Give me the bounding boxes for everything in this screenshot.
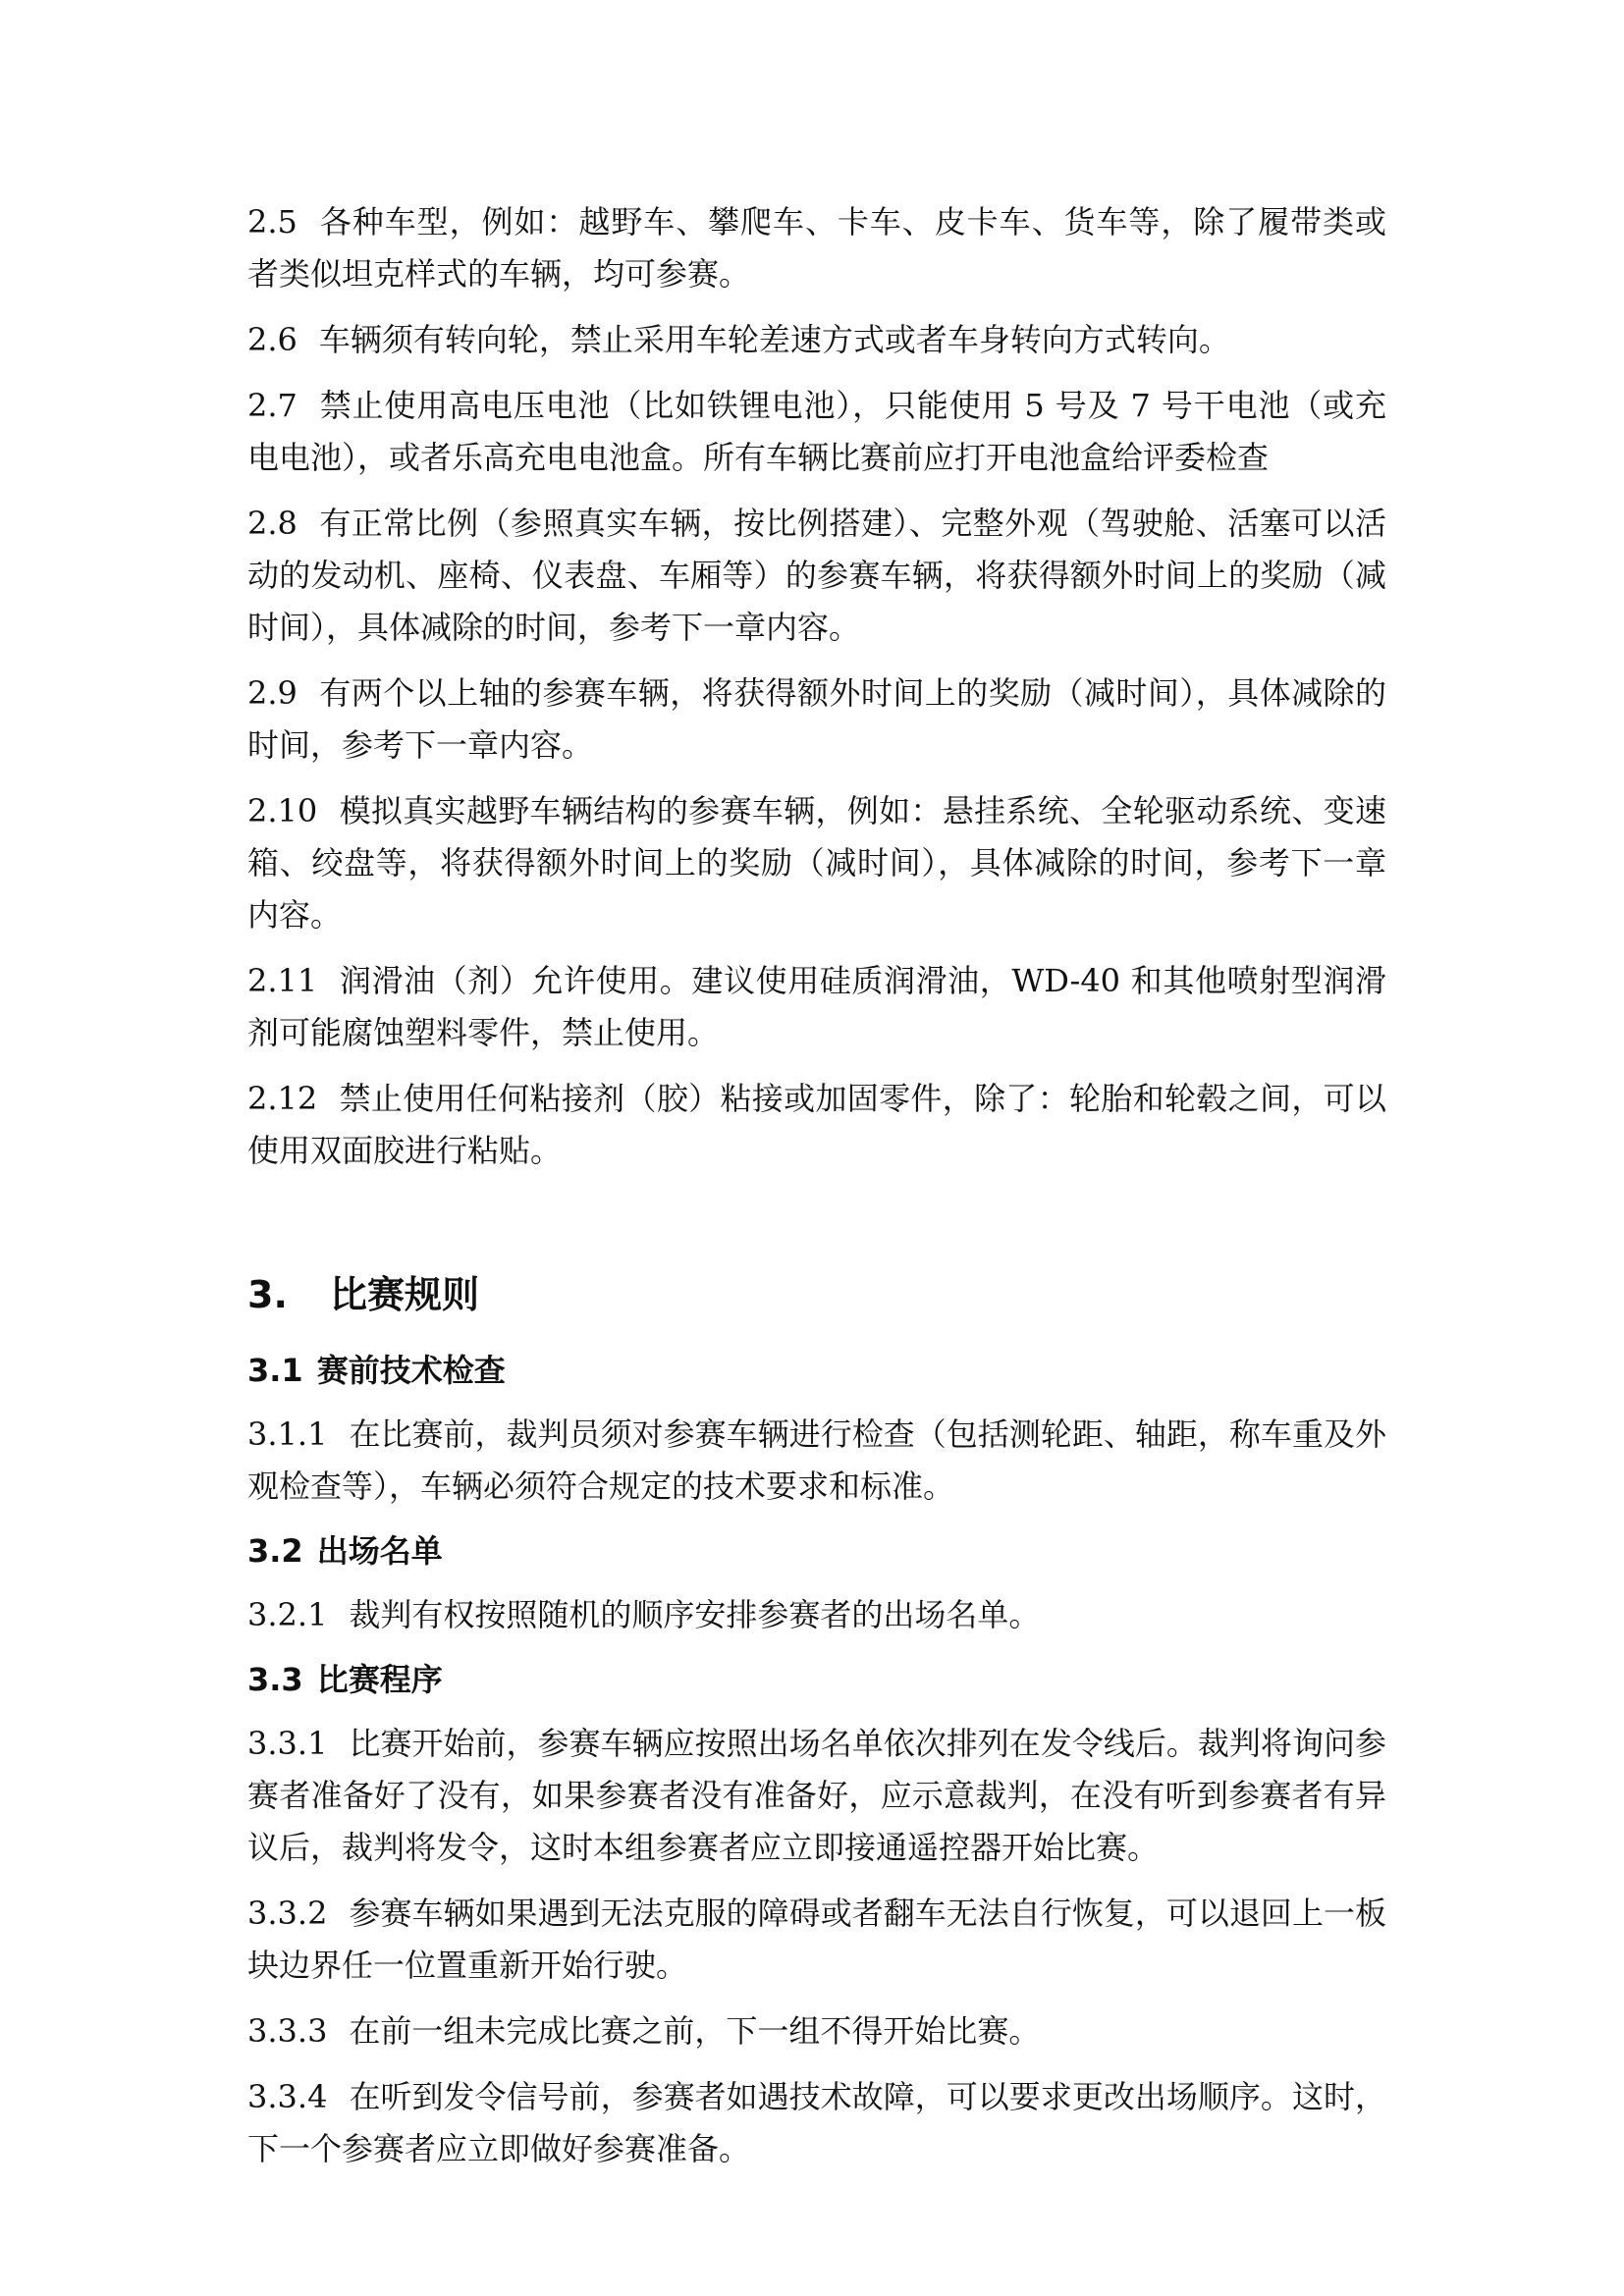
rule-text: 裁判有权按照随机的顺序安排参赛者的出场名单。 xyxy=(349,1596,1041,1633)
rule-2-8 xyxy=(247,498,1386,654)
rule-text: 禁止使用任何粘接剂（胶）粘接或加固零件，除了：轮胎和轮毂之间，可以使用双面胶进行粘贴。 xyxy=(247,1080,1386,1169)
rule-text: 在听到发令信号前，参赛者如遇技术故障，可以要求更改出场顺序。这时，下一个参赛者应立即做好参赛准备。 xyxy=(247,2078,1386,2167)
subsection-title: 赛前技术检查 xyxy=(316,1352,506,1389)
rule-3-3-1 xyxy=(247,1718,1386,1874)
document-page xyxy=(247,196,1386,2189)
section-number: 3. xyxy=(247,1273,288,1316)
rule-number: 2.7 xyxy=(247,387,298,424)
rule-3-1-1 xyxy=(247,1409,1386,1513)
rule-2-10 xyxy=(247,785,1386,941)
rule-2-6 xyxy=(247,314,1386,366)
subsection-number: 3.2 xyxy=(247,1532,303,1570)
section-heading-3 xyxy=(247,1265,1386,1324)
rule-number: 2.9 xyxy=(247,674,298,712)
rule-2-5 xyxy=(247,196,1386,300)
rule-number: 3.1.1 xyxy=(247,1415,328,1453)
subsection-number: 3.3 xyxy=(247,1661,303,1698)
rule-number: 2.10 xyxy=(247,792,318,829)
rule-text: 禁止使用高电压电池（比如铁锂电池），只能使用 5 号及 7 号干电池（或充电电池），或者乐高充电电池盒。所有车辆比赛前应打开电池盒给评委检查 xyxy=(247,387,1386,476)
rule-3-3-3 xyxy=(247,2005,1386,2057)
rule-text: 各种车型，例如：越野车、攀爬车、卡车、皮卡车、货车等，除了履带类或者类似坦克样式的车辆，均可参赛。 xyxy=(247,203,1386,293)
subsection-heading-3-1 xyxy=(247,1346,1386,1395)
rule-number: 3.2.1 xyxy=(247,1596,328,1633)
subsection-heading-3-3 xyxy=(247,1655,1386,1704)
rule-text: 模拟真实越野车辆结构的参赛车辆，例如：悬挂系统、全轮驱动系统、变速箱、绞盘等，将获得额外时间上的奖励（减时间），具体减除的时间，参考下一章内容。 xyxy=(247,792,1386,934)
subsection-title: 出场名单 xyxy=(316,1532,443,1570)
rule-2-9 xyxy=(247,667,1386,772)
rule-3-3-4 xyxy=(247,2071,1386,2175)
rule-number: 2.12 xyxy=(247,1080,318,1117)
subsection-title: 比赛程序 xyxy=(316,1661,443,1698)
rule-2-7 xyxy=(247,380,1386,484)
rule-2-11 xyxy=(247,955,1386,1059)
rule-2-12 xyxy=(247,1073,1386,1177)
subsection-number: 3.1 xyxy=(247,1352,303,1389)
rule-number: 2.5 xyxy=(247,203,298,240)
rule-number: 2.6 xyxy=(247,321,298,358)
rule-text: 润滑油（剂）允许使用。建议使用硅质润滑油，WD-40 和其他喷射型润滑剂可能腐蚀塑料零件，禁止使用。 xyxy=(247,962,1386,1051)
rule-number: 3.3.2 xyxy=(247,1895,328,1932)
rule-number: 3.3.1 xyxy=(247,1725,328,1762)
rule-number: 3.3.3 xyxy=(247,2012,328,2050)
rule-text: 有正常比例（参照真实车辆，按比例搭建）、完整外观（驾驶舱、活塞可以活动的发动机、座椅、仪表盘、车厢等）的参赛车辆，将获得额外时间上的奖励（减时间），具体减除的时间，参考下一章内容。 xyxy=(247,505,1386,646)
rule-3-3-2 xyxy=(247,1888,1386,1992)
rule-number: 2.8 xyxy=(247,505,298,542)
rule-text: 车辆须有转向轮，禁止采用车轮差速方式或者车身转向方式转向。 xyxy=(318,321,1230,358)
rule-text: 参赛车辆如果遇到无法克服的障碍或者翻车无法自行恢复，可以退回上一板块边界任一位置重新开始行驶。 xyxy=(247,1895,1386,1984)
section-title: 比赛规则 xyxy=(330,1273,480,1316)
rule-number: 2.11 xyxy=(247,962,318,999)
rule-text: 在前一组未完成比赛之前，下一组不得开始比赛。 xyxy=(349,2012,1041,2050)
rule-3-2-1 xyxy=(247,1589,1386,1641)
rule-number: 3.3.4 xyxy=(247,2078,328,2115)
rule-text: 有两个以上轴的参赛车辆，将获得额外时间上的奖励（减时间），具体减除的时间，参考下一章内容。 xyxy=(247,674,1386,764)
subsection-heading-3-2 xyxy=(247,1526,1386,1575)
rule-text: 比赛开始前，参赛车辆应按照出场名单依次排列在发令线后。裁判将询问参赛者准备好了没有，如果参赛者没有准备好，应示意裁判，在没有听到参赛者有异议后，裁判将发令，这时本组参赛者应立即接通遥控器开始比赛。 xyxy=(247,1725,1386,1866)
rule-text: 在比赛前，裁判员须对参赛车辆进行检查（包括测轮距、轴距，称车重及外观检查等），车辆必须符合规定的技术要求和标准。 xyxy=(247,1415,1386,1505)
